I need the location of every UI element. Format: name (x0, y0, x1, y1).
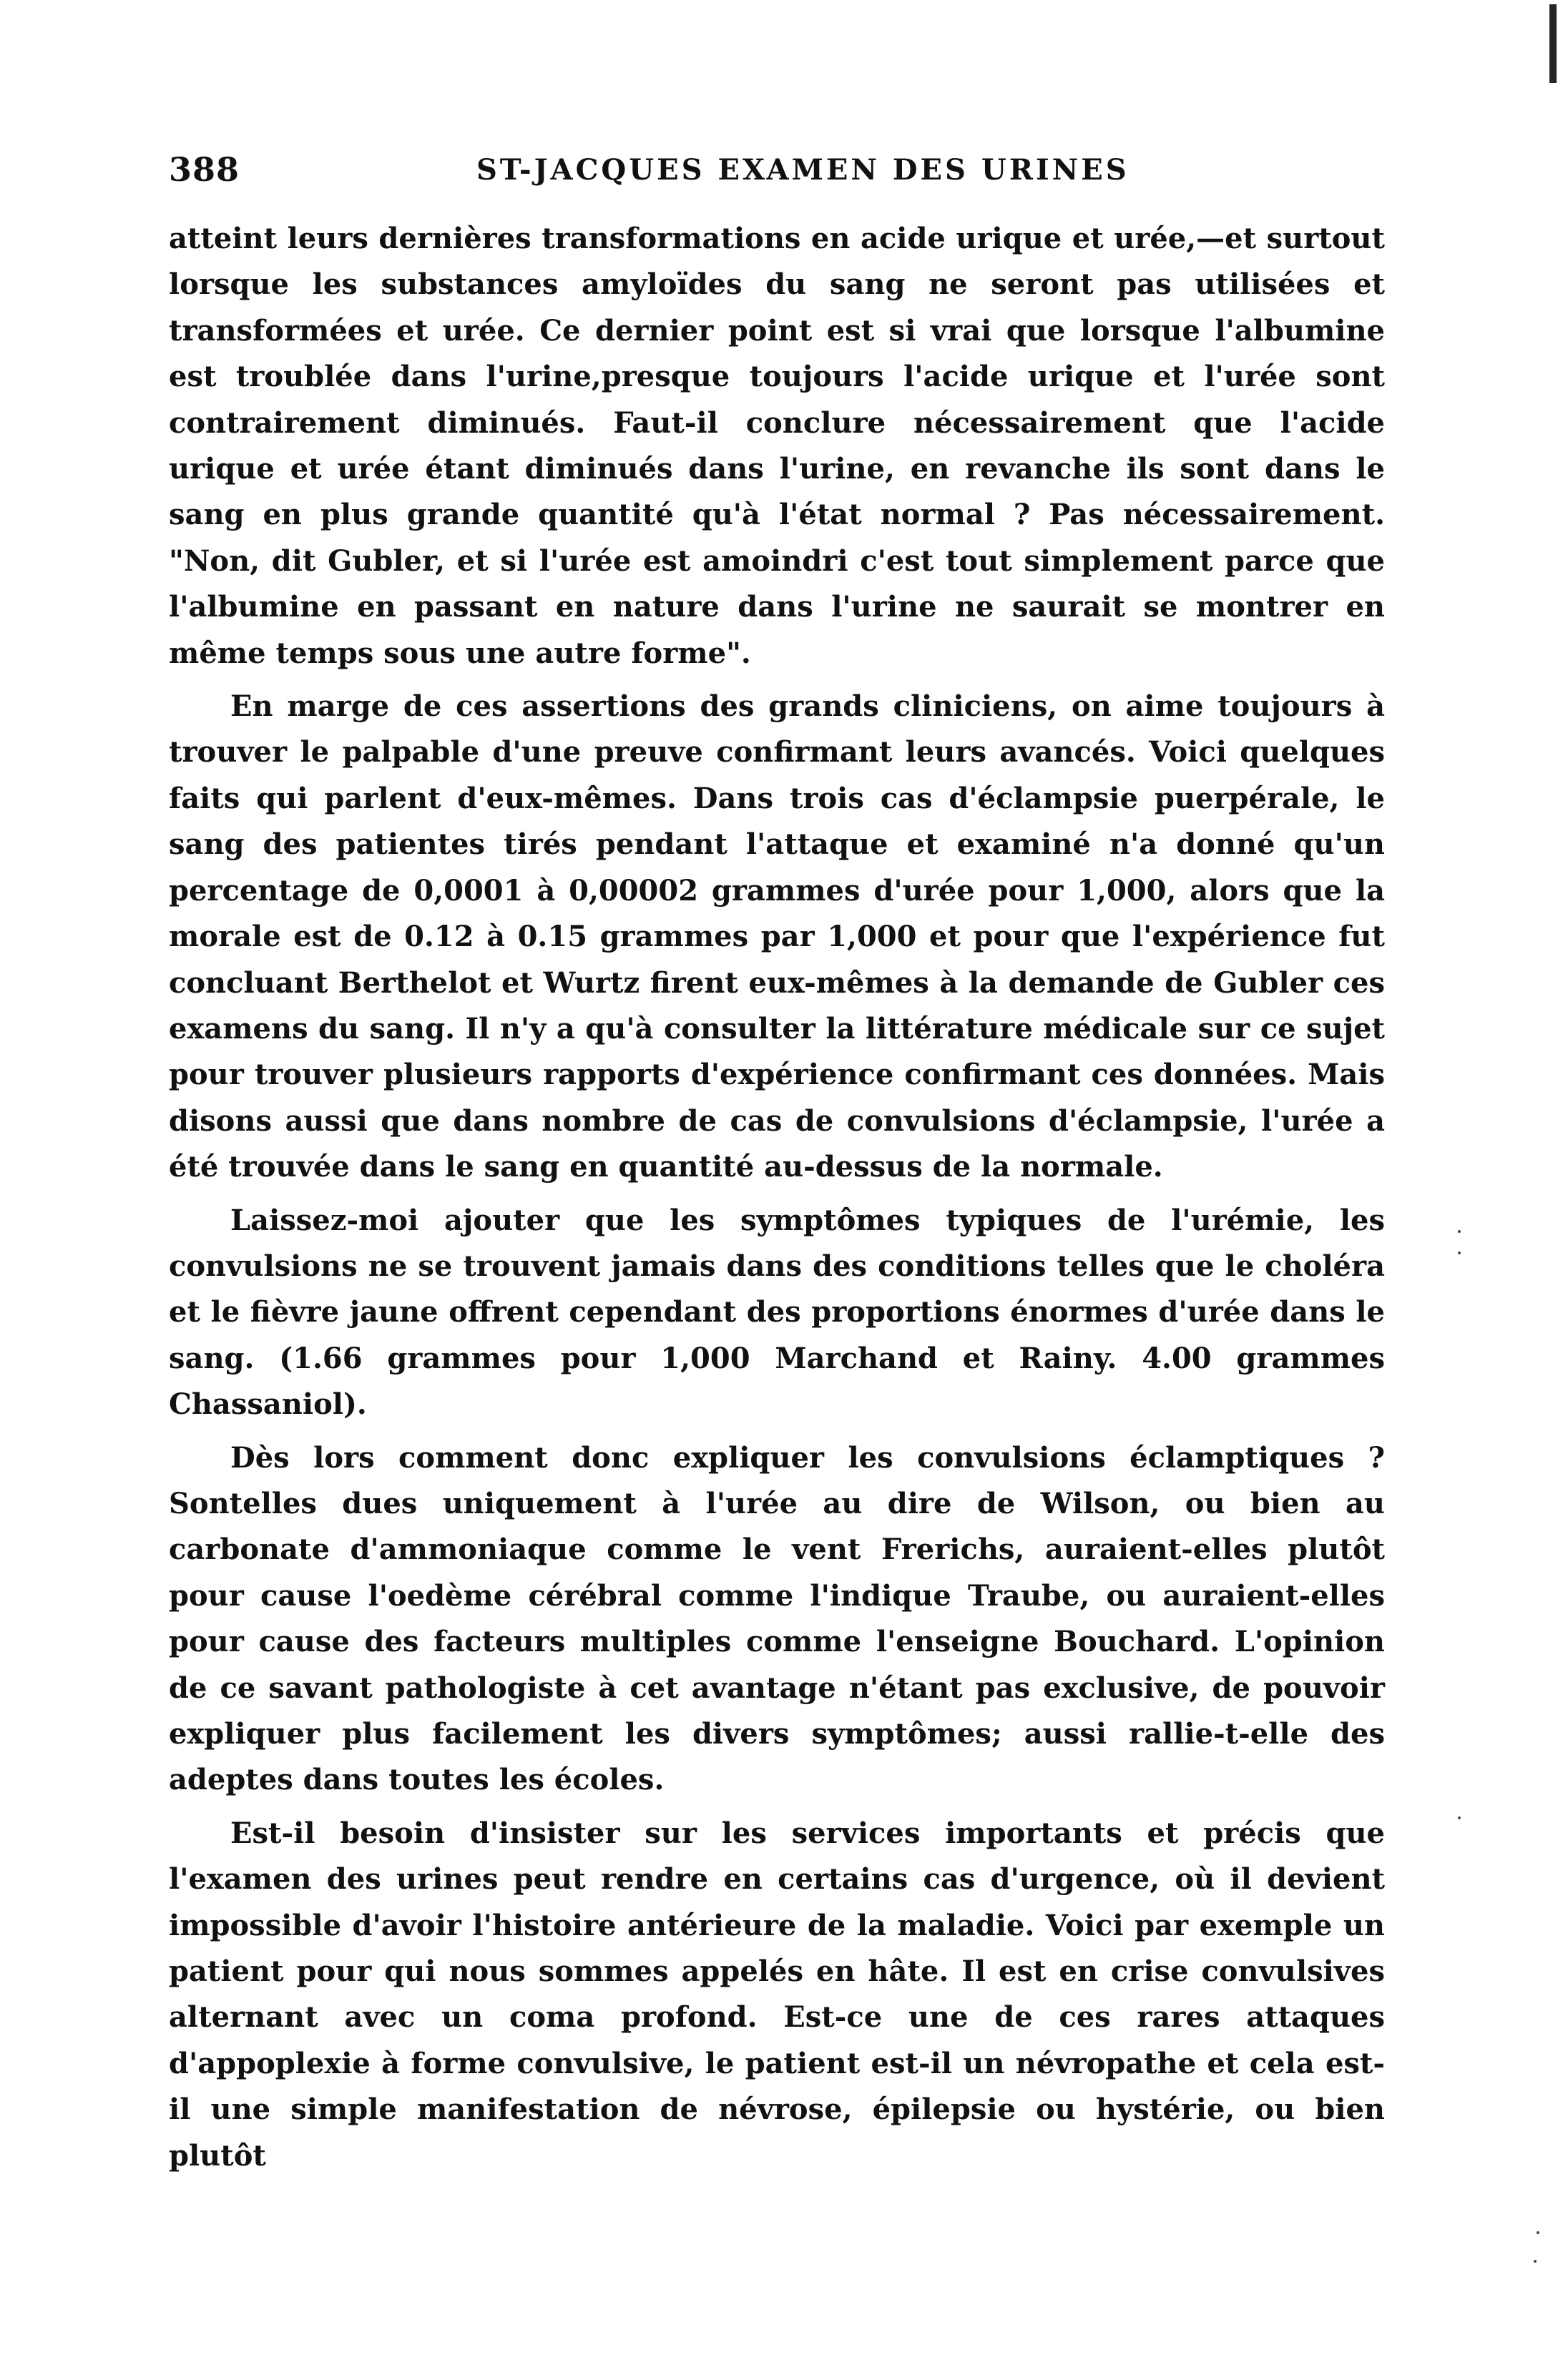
page-header (169, 150, 1406, 200)
paragraph: Dès lors comment donc expliquer les convulsions éclamptiques ? Sontelles dues uniquement à l'urée au dire de Wilson, ou bien au carbonate d'ammoniaque comme le vent Frerichs, auraient-elles plutôt pour cause l'oedème cérébral comme l'indique Traube, ou auraient-elles pour cause des facteurs multiples comme l'enseigne Bouchard. L'opinion de ce savant pathologiste à cet avantage n'étant pas exclusive, de pouvoir expliquer plus facilement les divers symptômes; aussi rallie-t-elle des adeptes dans toutes les écoles. (169, 1440, 1385, 1797)
running-title: ST-JACQUES EXAMEN DES URINES (476, 153, 1130, 187)
paragraph: En marge de ces assertions des grands cliniciens, on aime toujours à trouver le palpable d'une preuve confirmant leurs avancés. Voici quelques faits qui parlent d'eux-mêmes. Dans trois cas d'éclampsie puerpérale, le sang des patientes tirés pendant l'attaque et examiné n'a donné qu'un percentage de 0,0001 à 0,00002 grammes d'urée pour 1,000, alors que la morale est de 0.12 à 0.15 grammes par 1,000 et pour que l'expérience fut concluant Berthelot et Wurtz firent eux-mêmes à la demande de Gubler ces examens du sang. Il n'y a qu'à consulter la littérature médicale sur ce sujet pour trouver plusieurs rapports d'expérience confirmant ces données. Mais disons aussi que dans nombre de cas de convulsions d'éclampsie, l'urée a été trouvée dans le sang en quantité au-dessus de la normale. (169, 689, 1385, 1184)
scan-speck (1458, 1816, 1461, 1819)
page-number: 388 (169, 150, 240, 189)
scan-speck (1534, 2260, 1537, 2263)
scan-edge-mark (1549, 4, 1557, 83)
paragraph: Laissez-moi ajouter que les symptômes typiques de l'urémie, les convulsions ne se trouvent jamais dans des conditions telles que le choléra et le fièvre jaune offrent cependant des proportions énormes d'urée dans le sang. (1.66 grammes pour 1,000 Marchand et Rainy. 4.00 grammes Chassaniol). (169, 1203, 1385, 1422)
body-text (169, 216, 1385, 2186)
paragraph: Est-il besoin d'insister sur les services importants et précis que l'examen des urines peut rendre en certains cas d'urgence, où il devient impossible d'avoir l'histoire antérieure de la maladie. Voici par exemple un patient pour qui nous sommes appelés en hâte. Il est en crise convulsives alternant avec un coma profond. Est-ce une de ces rares attaques d'appoplexie à forme convulsive, le patient est-il un névropathe et cela est-il une simple manifestation de névrose, épilepsie ou hystérie, ou bien plutôt (169, 1816, 1385, 2173)
scan-speck (1537, 2231, 1539, 2234)
scan-speck (1458, 1230, 1461, 1233)
scan-speck (1458, 1252, 1461, 1254)
paragraph: atteint leurs dernières transformations en acide urique et urée,—et surtout lorsque les substances amyloïdes du sang ne seront pas utilisées et transformées et urée. Ce dernier point est si vrai que lorsque l'albumine est troublée dans l'urine,presque toujours l'acide urique et l'urée sont contrairement diminués. Faut-il conclure nécessairement que l'acide urique et urée étant diminués dans l'urine, en revanche ils sont dans le sang en plus grande quantité qu'à l'état normal ? Pas nécessairement. "Non, dit Gubler, et si l'urée est amoindri c'est tout simplement parce que l'albumine en passant en nature dans l'urine ne saurait se montrer en même temps sous une autre forme". (169, 222, 1385, 670)
